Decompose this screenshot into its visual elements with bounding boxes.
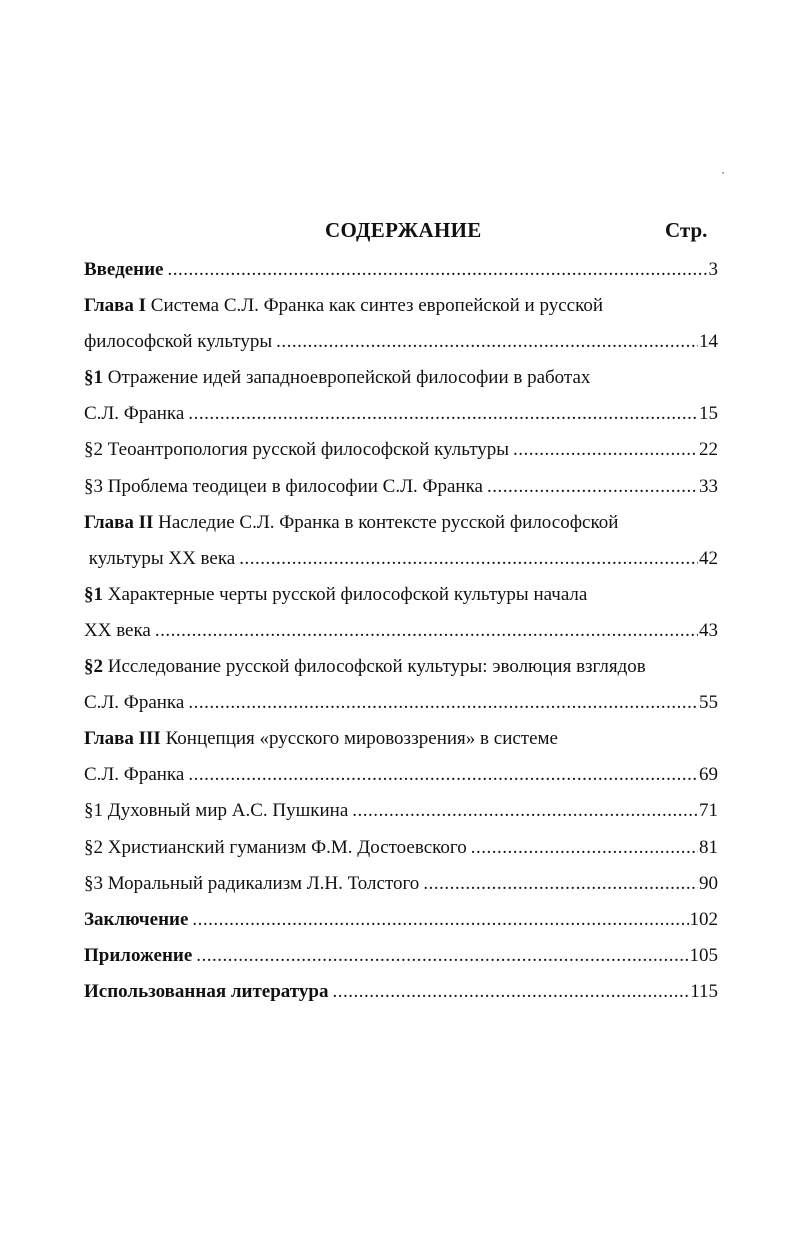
toc-entry-rest: С.Л. Франка bbox=[84, 403, 185, 425]
toc-entry bbox=[84, 977, 718, 1013]
toc-page-number: 43 bbox=[699, 619, 718, 641]
toc-leader-dots bbox=[332, 977, 689, 1007]
toc-leader-dots bbox=[188, 688, 698, 718]
toc-list bbox=[84, 255, 718, 1013]
toc-leader-dots bbox=[487, 472, 698, 502]
toc-leader-dots bbox=[188, 760, 698, 790]
toc-entry bbox=[84, 435, 718, 471]
toc-entry-bold: Введение bbox=[84, 259, 164, 280]
toc-entry-rest: С.Л. Франка bbox=[84, 692, 185, 714]
toc-entry-rest: XX века bbox=[84, 619, 151, 641]
toc-entry-text bbox=[84, 435, 509, 465]
toc-entry-bold: Заключение bbox=[84, 908, 189, 930]
toc-page-number: 14 bbox=[699, 331, 718, 353]
toc-entry bbox=[84, 544, 718, 580]
toc-entry-rest: §1 Духовный мир А.С. Пушкина bbox=[84, 800, 349, 822]
toc-entry-rest: Система С.Л. Франка как синтез европейской и русской bbox=[146, 295, 604, 317]
toc-entry-bold: §1 bbox=[84, 367, 103, 389]
toc-page-number: 15 bbox=[699, 403, 718, 425]
toc-entry-text bbox=[84, 977, 328, 1007]
toc-entry bbox=[84, 833, 718, 869]
toc-entry-text bbox=[84, 652, 646, 682]
toc-leader-dots bbox=[352, 796, 698, 826]
toc-page-number: 81 bbox=[699, 836, 718, 858]
toc-entry bbox=[84, 255, 718, 291]
toc-leader-dots bbox=[155, 616, 698, 646]
toc-page-number: 115 bbox=[690, 980, 718, 1002]
toc-page-number: 90 bbox=[699, 872, 718, 894]
toc-leader-dots bbox=[188, 399, 698, 429]
toc-entry-text bbox=[84, 508, 618, 538]
toc-entry-text bbox=[84, 255, 164, 285]
toc-entry-text bbox=[84, 616, 151, 646]
toc-leader-dots bbox=[276, 327, 698, 357]
toc-entry-bold: Глава III bbox=[84, 728, 161, 750]
toc-entry bbox=[84, 616, 718, 652]
toc-entry-rest: С.Л. Франка bbox=[84, 764, 185, 786]
toc-page-column-label: Стр. bbox=[665, 218, 708, 242]
toc-leader-dots bbox=[471, 833, 698, 863]
toc-entry bbox=[84, 508, 718, 544]
toc-entry-bold: §1 bbox=[84, 583, 103, 605]
scan-speck bbox=[722, 172, 724, 174]
toc-heading bbox=[0, 218, 793, 248]
toc-leader-dots bbox=[168, 255, 708, 285]
toc-entry-text bbox=[84, 688, 184, 718]
toc-entry-rest: Наследие С.Л. Франка в контексте русской философской bbox=[153, 511, 619, 533]
toc-entry bbox=[84, 580, 718, 616]
toc-entry-text bbox=[84, 399, 184, 429]
toc-entry-text bbox=[84, 363, 590, 393]
toc-entry-text bbox=[84, 760, 184, 790]
toc-entry bbox=[84, 291, 718, 327]
toc-entry-rest: §3 Проблема теодицеи в философии С.Л. Франка bbox=[84, 475, 483, 497]
toc-entry bbox=[84, 363, 718, 399]
toc-entry bbox=[84, 869, 718, 905]
toc-entry bbox=[84, 399, 718, 435]
toc-entry-rest: Концепция «русского мировоззрения» в системе bbox=[160, 728, 558, 750]
toc-leader-dots bbox=[513, 435, 698, 465]
toc-entry-bold: Приложение bbox=[84, 944, 193, 966]
toc-entry-rest: Характерные черты русской философской культуры начала bbox=[103, 583, 588, 605]
toc-entry-text bbox=[84, 544, 235, 574]
toc-leader-dots bbox=[423, 869, 698, 899]
toc-entry bbox=[84, 796, 718, 832]
toc-entry-text bbox=[84, 327, 272, 357]
toc-page-number: 55 bbox=[699, 692, 718, 714]
toc-entry-text bbox=[84, 796, 348, 826]
toc-page-number: 69 bbox=[699, 764, 718, 786]
toc-entry bbox=[84, 724, 718, 760]
toc-entry bbox=[84, 472, 718, 508]
toc-leader-dots bbox=[196, 941, 688, 971]
toc-entry-text bbox=[84, 472, 483, 502]
toc-entry bbox=[84, 327, 718, 363]
toc-leader-dots bbox=[192, 905, 688, 935]
toc-entry bbox=[84, 941, 718, 977]
toc-page-number: 42 bbox=[699, 547, 718, 569]
toc-entry-text bbox=[84, 905, 188, 935]
toc-title: СОДЕРЖАНИЕ bbox=[325, 218, 482, 242]
toc-page-number: 22 bbox=[699, 439, 718, 461]
toc-entry bbox=[84, 905, 718, 941]
toc-entry-rest: философской культуры bbox=[84, 331, 273, 353]
toc-entry-rest: §3 Моральный радикализм Л.Н. Толстого bbox=[84, 872, 420, 894]
toc-entry bbox=[84, 688, 718, 724]
toc-entry-text bbox=[84, 580, 587, 610]
toc-entry-rest: Отражение идей западноевропейской философии в работах bbox=[103, 367, 591, 389]
toc-entry-bold: Глава I bbox=[84, 295, 147, 317]
toc-entry-rest: культуры XX века bbox=[84, 547, 236, 569]
toc-entry-text bbox=[84, 869, 419, 899]
toc-page-number: 3 bbox=[708, 259, 718, 280]
toc-entry-text bbox=[84, 724, 558, 754]
toc-entry-rest: §2 Христианский гуманизм Ф.М. Достоевского bbox=[84, 836, 467, 858]
toc-entry-bold: Использованная литература bbox=[84, 980, 329, 1002]
toc-entry-bold: §2 bbox=[84, 656, 103, 678]
toc-page-number: 102 bbox=[689, 908, 718, 930]
toc-entry bbox=[84, 760, 718, 796]
toc-entry-text bbox=[84, 291, 603, 321]
toc-page-number: 71 bbox=[699, 800, 718, 822]
toc-page-number: 33 bbox=[699, 475, 718, 497]
toc-page-number: 105 bbox=[689, 944, 718, 966]
toc-entry-text bbox=[84, 833, 467, 863]
toc-entry-bold: Глава II bbox=[84, 511, 154, 533]
toc-entry-rest: §2 Теоантропология русской философской культуры bbox=[84, 439, 510, 461]
toc-entry-text bbox=[84, 941, 192, 971]
toc-entry bbox=[84, 652, 718, 688]
toc-entry-rest: Исследование русской философской культуры: эволюция взглядов bbox=[103, 656, 646, 678]
toc-leader-dots bbox=[239, 544, 698, 574]
